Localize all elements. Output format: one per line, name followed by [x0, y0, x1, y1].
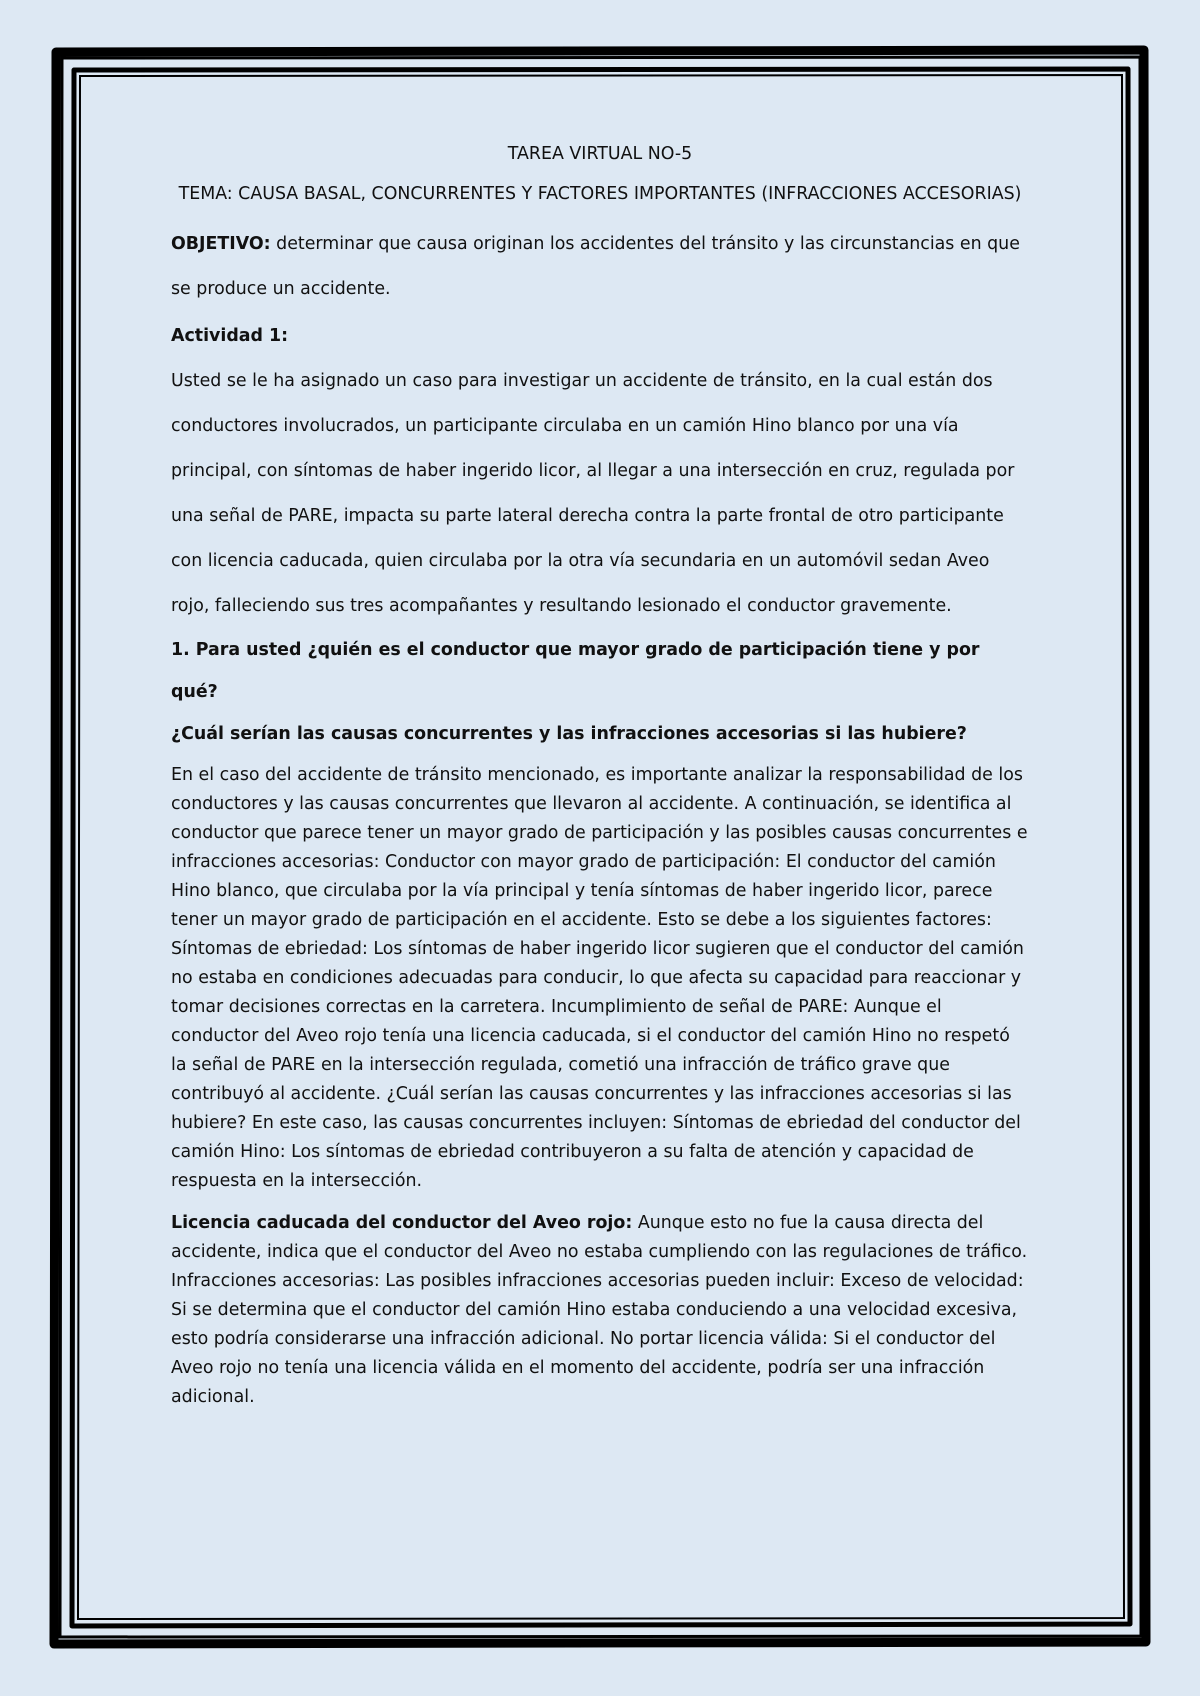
answer-2-text: Aunque esto no fue la causa directa del accidente, indica que el conductor del Aveo no estaba cumpliendo con las regulaciones de tráfico. Infracciones accesorias: Las posibles infracciones accesorias pueden incluir: Exceso de velocidad: Si se determina que el conductor del camión Hino estaba conduciendo a una velocidad excesiva, esto podría considerarse una infracción adicional. No portar licencia válida: Si el conductor del Aveo rojo no tenía una licencia válida en el momento del accidente, podría ser una infracción adicional.	[171, 1213, 1028, 1407]
activity-heading: Actividad 1:	[171, 326, 289, 346]
document-topic: TEMA: CAUSA BASAL, CONCURRENTES Y FACTORES IMPORTANTES (INFRACCIONES ACCESORIAS)	[178, 184, 1022, 204]
answer-paragraph-2	[171, 1209, 1029, 1412]
question-2: ¿Cuál serían las causas concurrentes y las infracciones accesorias si las hubiere?	[171, 724, 967, 744]
case-paragraph: Usted se le ha asignado un caso para investigar un accidente de tránsito, en la cual están dos conductores involucrados, un participante circulaba en un camión Hino blanco por una vía principal, con síntomas de haber ingerido licor, al llegar a una intersección en cruz, regulada por una señal de PARE, impacta su parte lateral derecha contra la parte frontal de otro participante con licencia caducada, quien circulaba por la otra vía secundaria en un automóvil sedan Aveo rojo, falleciendo sus tres acompañantes y resultando lesionado el conductor gravemente.	[171, 371, 1015, 616]
answer-2-label: Licencia caducada del conductor del Aveo rojo:	[171, 1213, 633, 1233]
objective-label: OBJETIVO:	[171, 234, 271, 254]
objective-text: determinar que causa originan los accidentes del tránsito y las circunstancias en que se produce un accidente.	[171, 234, 1020, 299]
document-body	[171, 140, 1029, 1412]
objective-paragraph	[171, 222, 1029, 312]
document-title: TAREA VIRTUAL NO-5	[507, 144, 693, 164]
answer-paragraph-1: En el caso del accidente de tránsito mencionado, es importante analizar la responsabilidad de los conductores y las causas concurrentes que llevaron al accidente. A continuación, se identifica al conductor que parece tener un mayor grado de participación y las posibles causas concurrentes e infracciones accesorias: Conductor con mayor grado de participación: El conductor del camión Hino blanco, que circulaba por la vía principal y tenía síntomas de haber ingerido licor, parece tener un mayor grado de participación en el accidente. Esto se debe a los siguientes factores: Síntomas de ebriedad: Los síntomas de haber ingerido licor sugieren que el conductor del camión no estaba en condiciones adecuadas para conducir, lo que afecta su capacidad para reaccionar y tomar decisiones correctas en la carretera. Incumplimiento de señal de PARE: Aunque el conductor del Aveo rojo tenía una licencia caducada, si el conductor del camión Hino no respetó la señal de PARE en la intersección regulada, cometió una infracción de tráfico grave que contribuyó al accidente. ¿Cuál serían las causas concurrentes y las infracciones accesorias si las hubiere? En este caso, las causas concurrentes incluyen: Síntomas de ebriedad del conductor del camión Hino: Los síntomas de ebriedad contribuyeron a su falta de atención y capacidad de respuesta en la intersección.	[171, 765, 1028, 1191]
question-1: 1. Para usted ¿quién es el conductor que mayor grado de participación tiene y por qué?	[171, 640, 980, 702]
